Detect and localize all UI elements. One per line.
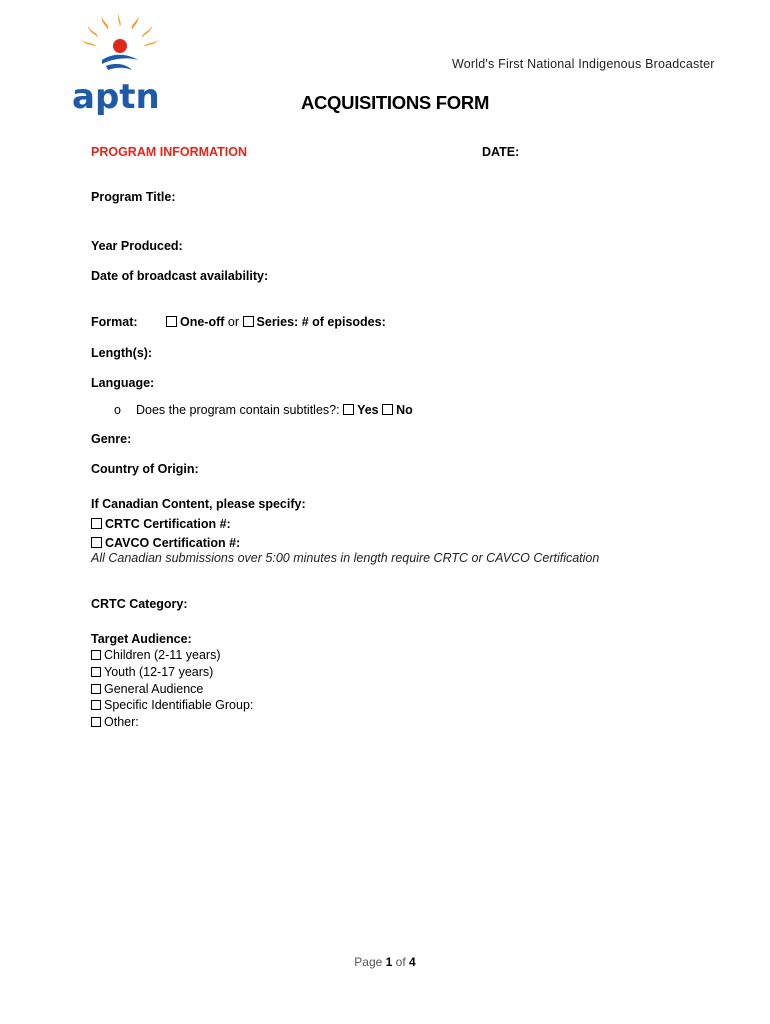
canadian-content-label: If Canadian Content, please specify: <box>91 497 306 511</box>
subtitle-yes-label: Yes <box>357 403 379 417</box>
audience-option-general <box>91 682 203 696</box>
series-checkbox[interactable] <box>243 316 254 327</box>
tagline: World's First National Indigenous Broadcaster <box>452 57 715 71</box>
subtitle-yes-checkbox[interactable] <box>343 404 354 415</box>
crtc-cert-row <box>91 517 231 531</box>
page-current: 1 <box>385 955 393 969</box>
page-word: Page <box>354 955 383 969</box>
audience-option-label: Specific Identifiable Group: <box>104 698 254 712</box>
audience-option-specific <box>91 698 253 712</box>
language-label: Language: <box>91 376 155 390</box>
subtitle-question: Does the program contain subtitles?: <box>136 403 340 417</box>
crtc-cert-checkbox[interactable] <box>91 518 102 529</box>
format-label: Format: <box>91 315 138 329</box>
page-of: of <box>395 955 406 969</box>
subtitle-bullet: o <box>114 403 121 417</box>
audience-general-checkbox[interactable] <box>91 684 101 694</box>
audience-option-label: Youth (12-17 years) <box>104 665 214 679</box>
page-footer <box>0 955 770 969</box>
series-label: Series: # of episodes: <box>256 315 386 329</box>
subtitle-no-label: No <box>396 403 413 417</box>
section-program-information: PROGRAM INFORMATION <box>91 145 248 159</box>
target-audience-label: Target Audience: <box>91 632 192 646</box>
subtitle-no-checkbox[interactable] <box>382 404 393 415</box>
audience-specific-checkbox[interactable] <box>91 700 101 710</box>
page-total: 4 <box>409 955 416 969</box>
audience-option-label: General Audience <box>104 682 204 696</box>
one-off-checkbox[interactable] <box>166 316 177 327</box>
crtc-category-label: CRTC Category: <box>91 597 188 611</box>
audience-other-checkbox[interactable] <box>91 717 101 727</box>
audience-youth-checkbox[interactable] <box>91 667 101 677</box>
program-title-label: Program Title: <box>91 190 176 204</box>
one-off-label: One-off <box>180 315 225 329</box>
cavco-cert-checkbox[interactable] <box>91 537 102 548</box>
certification-note: All Canadian submissions over 5:00 minutes in length require CRTC or CAVCO Certification <box>91 551 600 565</box>
year-produced-label: Year Produced: <box>91 239 183 253</box>
audience-option-label: Children (2-11 years) <box>104 648 221 662</box>
broadcast-availability-label: Date of broadcast availability: <box>91 269 269 283</box>
date-label: DATE: <box>482 145 520 159</box>
format-options <box>166 315 386 329</box>
audience-option-youth <box>91 665 213 679</box>
country-label: Country of Origin: <box>91 462 199 476</box>
subtitle-row <box>136 403 413 417</box>
crtc-cert-label: CRTC Certification #: <box>105 517 231 531</box>
audience-option-label: Other: <box>104 715 139 729</box>
audience-option-children <box>91 648 220 662</box>
cavco-cert-label: CAVCO Certification #: <box>105 536 241 550</box>
cavco-cert-row <box>91 536 240 550</box>
page-title: ACQUISITIONS FORM <box>300 92 490 113</box>
format-or-text: or <box>227 315 240 329</box>
audience-option-other <box>91 715 139 729</box>
genre-label: Genre: <box>91 432 132 446</box>
logo-text: aptn <box>72 77 160 117</box>
audience-children-checkbox[interactable] <box>91 650 101 660</box>
lengths-label: Length(s): <box>91 346 153 360</box>
